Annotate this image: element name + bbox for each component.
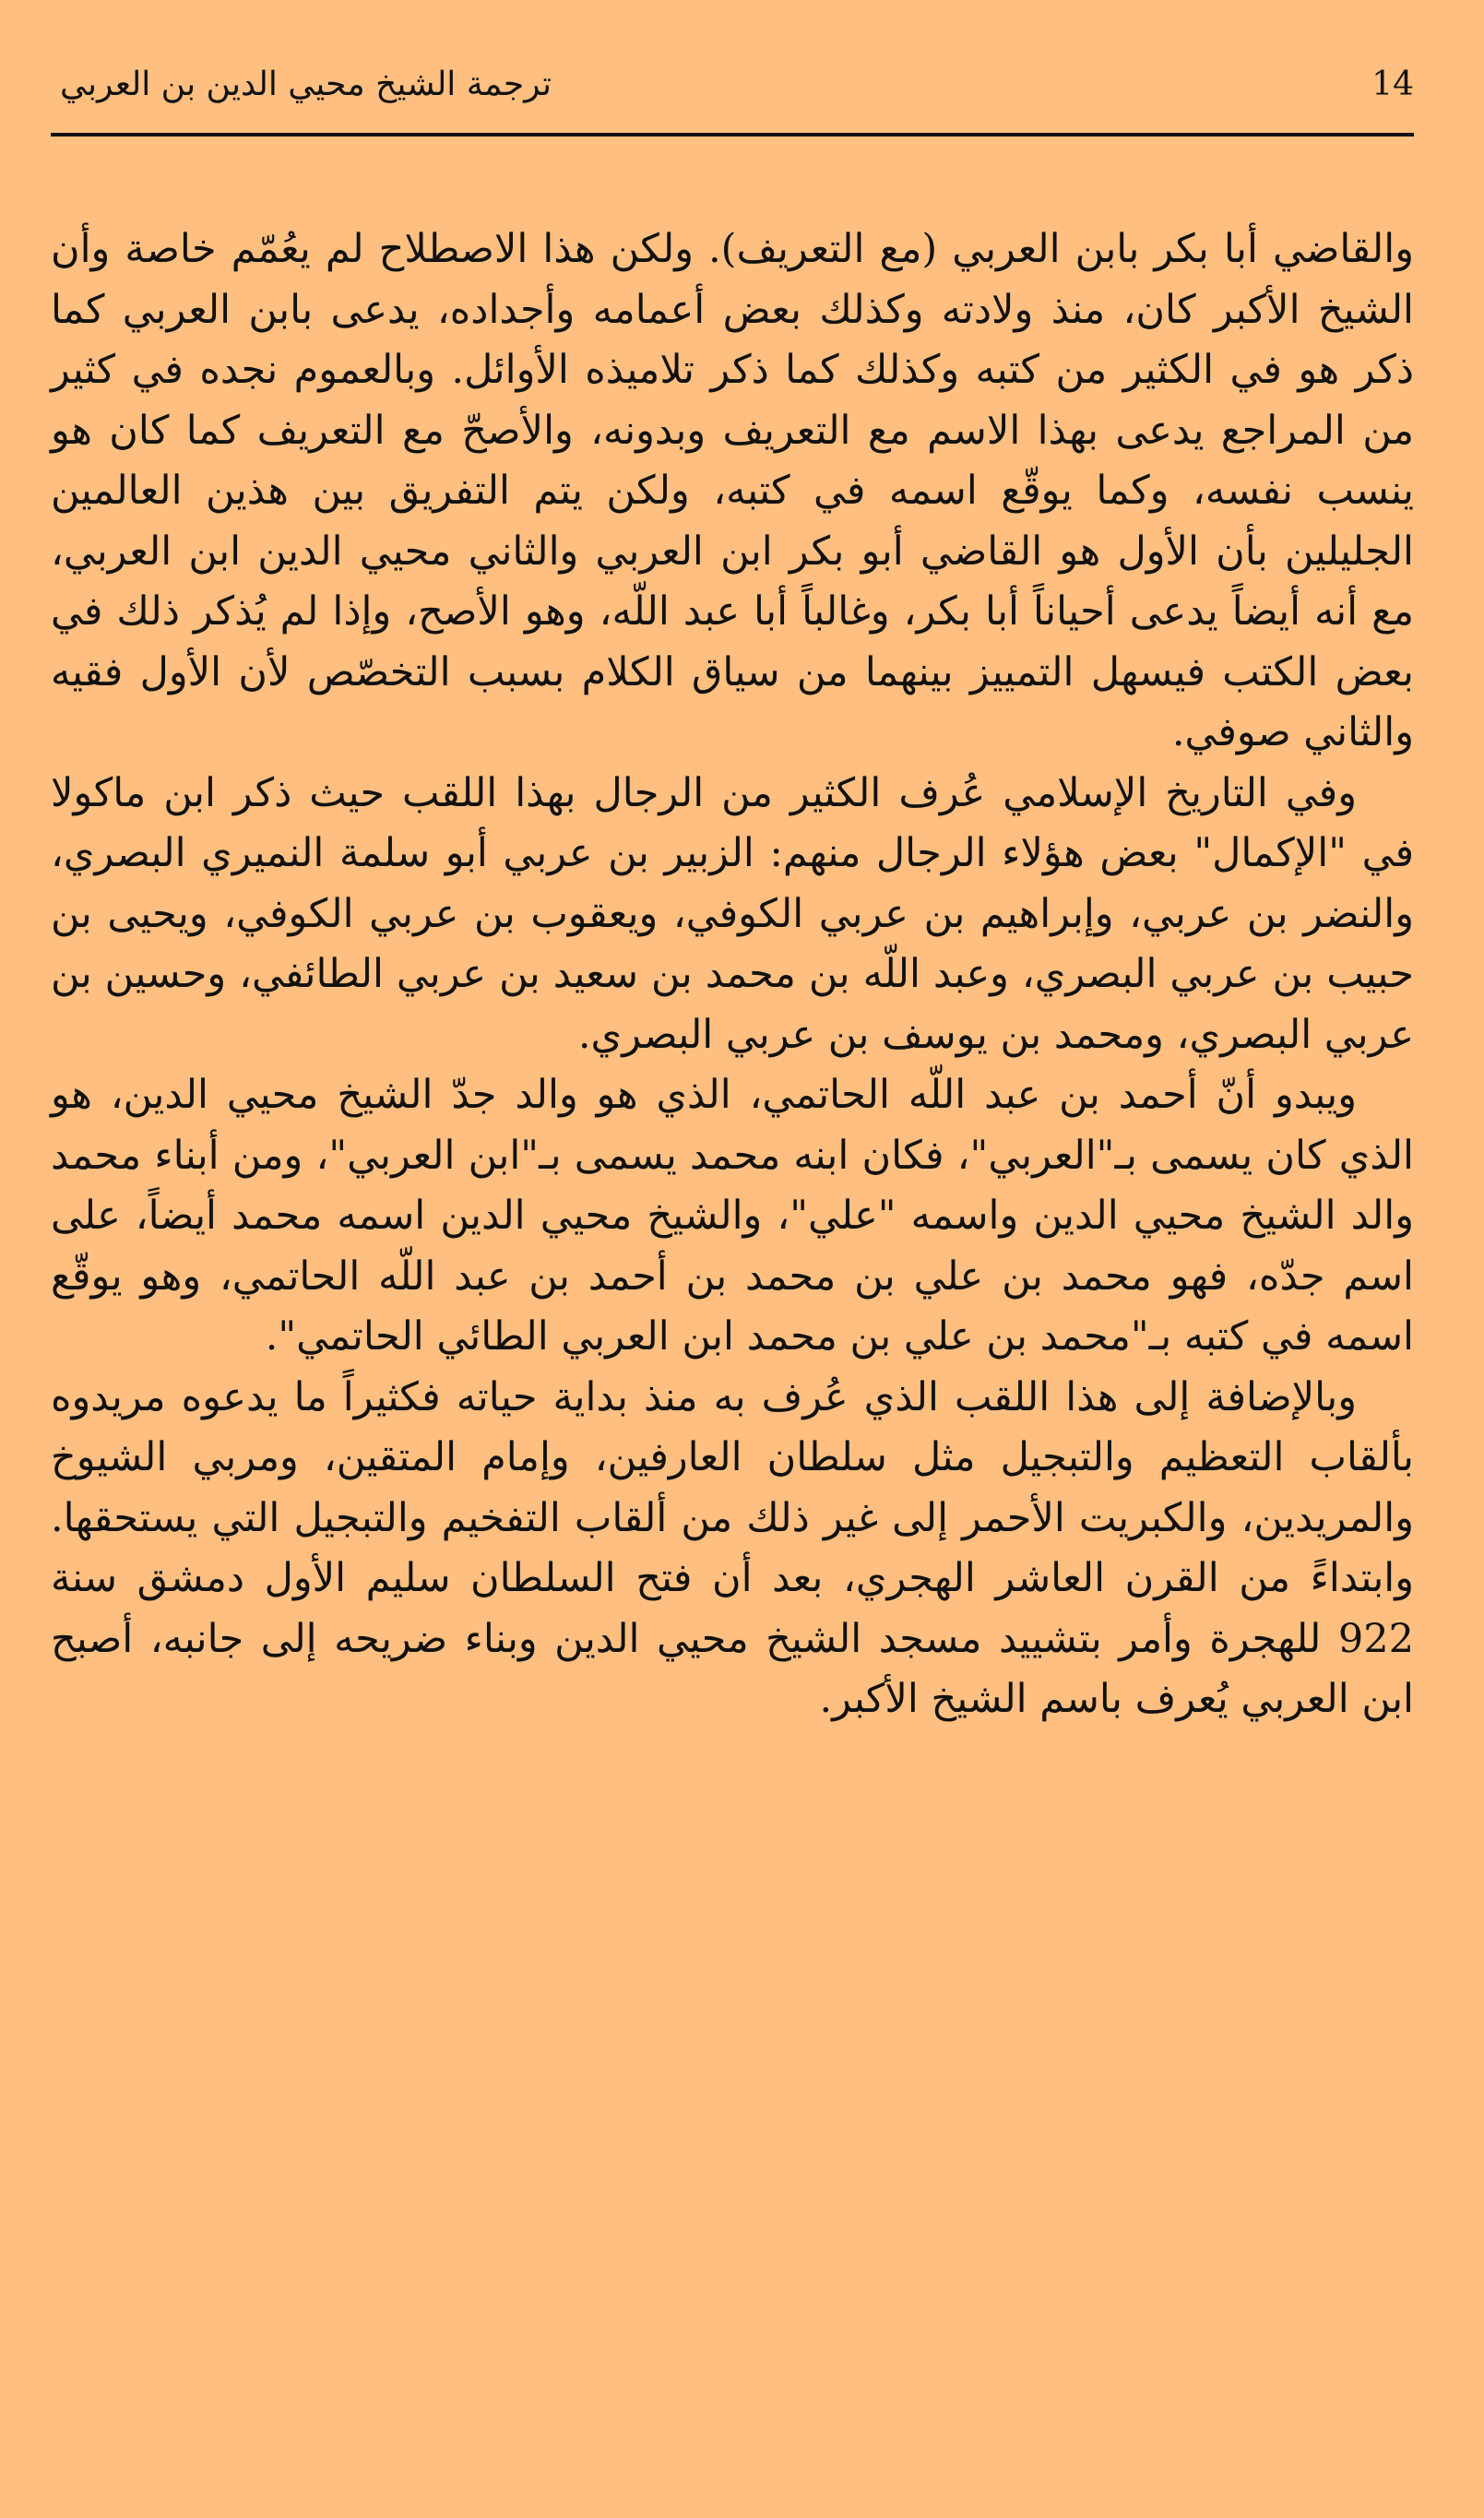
page-number: 14: [1371, 65, 1414, 103]
running-title: ترجمة الشيخ محيي الدين بن العربي: [60, 65, 552, 103]
paragraph-4: وبالإضافة إلى هذا اللقب الذي عُرف به منذ بداية حياته فكثيراً ما يدعوه مريدوه بألقاب التعظيم والتبجيل مثل سلطان العارفين، وإمام المتقين، ومربي الشيوخ والمريدين، والكبريت الأحمر إلى غير ذلك من ألقاب التفخيم والتبجيل التي يستحقها. وابتداءً من القرن العاشر الهجري، بعد أن فتح السلطان سليم الأول دمشق سنة 922 للهجرة وأمر بتشييد مسجد الشيخ محيي الدين وبناء ضريحه إلى جانبه، أصبح ابن العربي يُعرف باسم الشيخ الأكبر.: [51, 1373, 1414, 1722]
paragraph-2: وفي التاريخ الإسلامي عُرف الكثير من الرجال بهذا اللقب حيث ذكر ابن ماكولا في "الإكمال" بعض هؤلاء الرجال منهم: الزبير بن عربي أبو سلمة النميري البصري، والنضر بن عربي، وإبراهيم بن عربي الكوفي، ويعقوب بن عربي الكوفي، ويحيى بن حبيب بن عربي البصري، وعبد اللّه بن محمد بن سعيد بن عربي الطائفي، وحسين بن عربي البصري، ومحمد بن يوسف بن عربي البصري.: [51, 769, 1414, 1058]
book-page: [51, 55, 1414, 1730]
header-rule: [51, 133, 1414, 137]
page-header: [51, 55, 1414, 122]
paragraph-3: ويبدو أنّ أحمد بن عبد اللّه الحاتمي، الذي هو والد جدّ الشيخ محيي الدين، هو الذي كان يسمى بـ"العربي"، فكان ابنه محمد يسمى بـ"ابن العربي"، ومن أبناء محمد والد الشيخ محيي الدين واسمه "علي"، والشيخ محيي الدين اسمه محمد أيضاً، على اسم جدّه، فهو محمد بن علي بن محمد بن أحمد بن عبد اللّه الحاتمي، وهو يوقّع اسمه في كتبه بـ"محمد بن علي بن محمد ابن العربي الطائي الحاتمي".: [51, 1072, 1414, 1360]
paragraph-1: والقاضي أبا بكر بابن العربي (مع التعريف). ولكن هذا الاصطلاح لم يعُمّم خاصة وأن الشيخ الأكبر كان، منذ ولادته وكذلك بعض أعمامه وأجداده، يدعى بابن العربي كما ذكر هو في الكثير من كتبه وكذلك كما ذكر تلاميذه الأوائل. وبالعموم نجده في كثير من المراجع يدعى بهذا الاسم مع التعريف وبدونه، والأصحّ مع التعريف كما كان هو ينسب نفسه، وكما يوقّع اسمه في كتبه، ولكن يتم التفريق بين هذين العالمين الجليلين بأن الأول هو القاضي أبو بكر ابن العربي والثاني محيي الدين ابن العربي، مع أنه أيضاً يدعى أحياناً أبا بكر، وغالباً أبا عبد اللّه، وهو الأصح، وإذا لم يُذكر ذلك في بعض الكتب فيسهل التمييز بينهما من سياق الكلام بسبب التخصّص لأن الأول فقيه والثاني صوفي.: [51, 226, 1414, 755]
body-text: [51, 220, 1414, 1730]
